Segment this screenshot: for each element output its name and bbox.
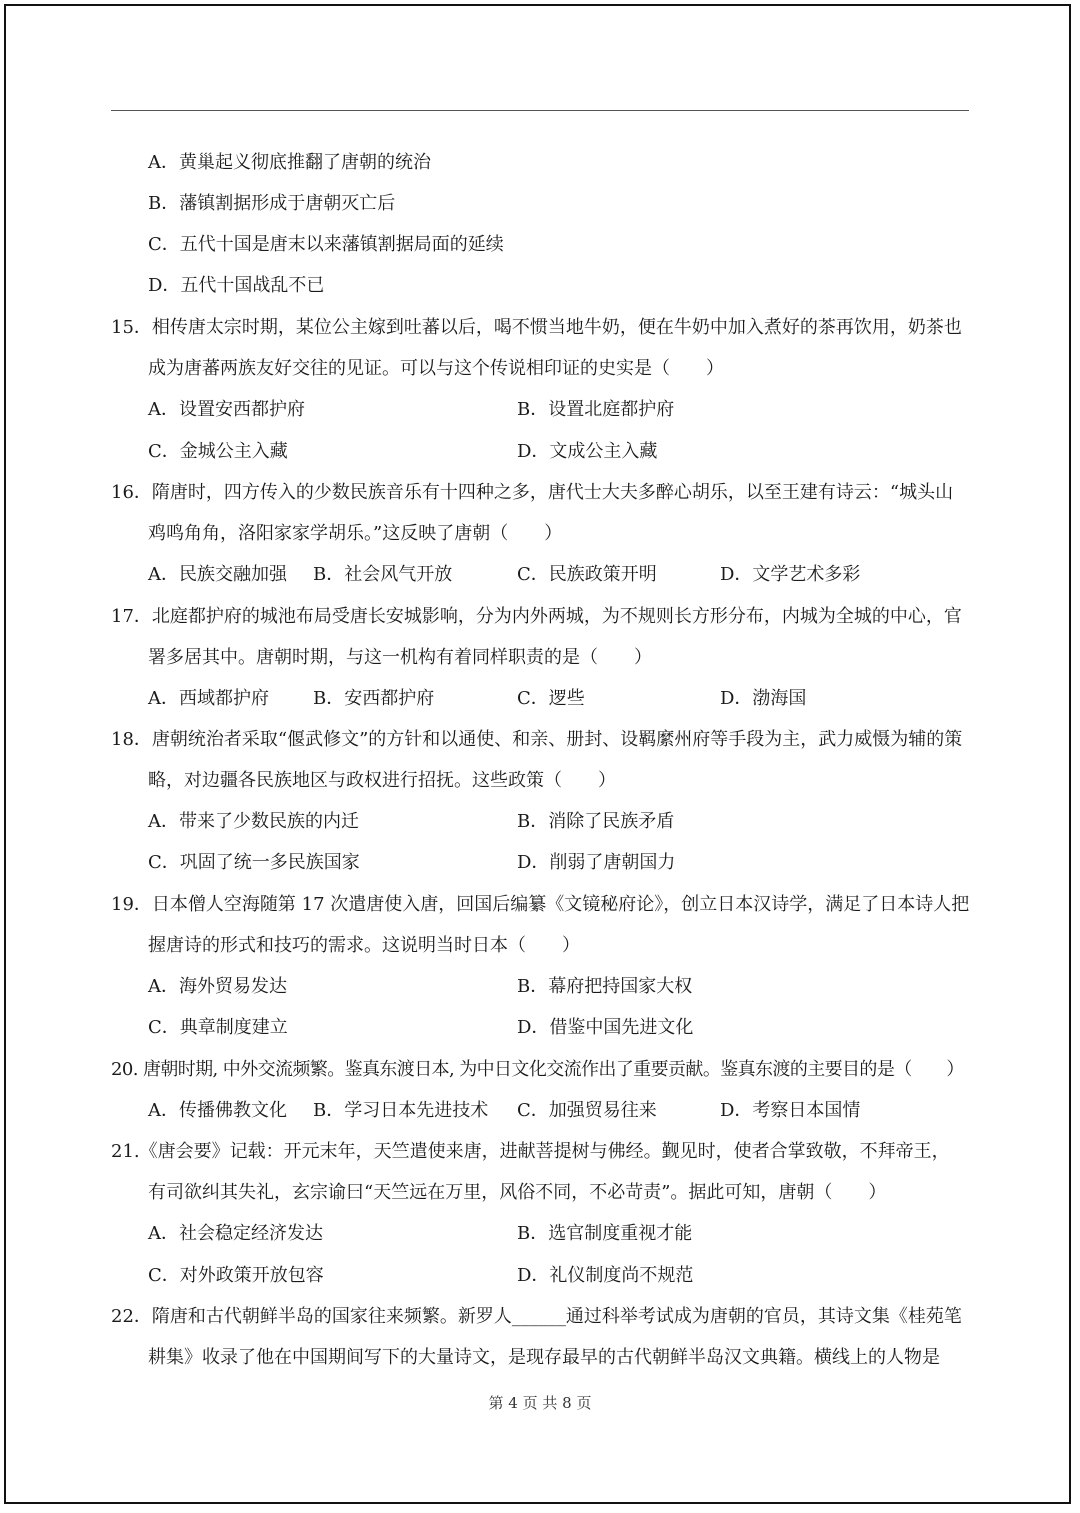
q14-option-d: D．五代十国战乱不已 bbox=[148, 275, 325, 296]
q19-option-d: D．借鉴中国先进文化 bbox=[517, 1017, 694, 1038]
q19-option-a: A．海外贸易发达 bbox=[148, 976, 287, 997]
q18-option-d: D．削弱了唐朝国力 bbox=[517, 852, 676, 873]
q17-option-c: C．逻些 bbox=[517, 688, 585, 709]
q18-stem-line1: 18．唐朝统治者采取“偃武修文”的方针和以通使、和亲、册封、设羁縻州府等手段为主，武力威慑为辅的策 bbox=[111, 729, 963, 750]
q14-option-c: C．五代十国是唐末以来藩镇割据局面的延续 bbox=[148, 234, 504, 255]
q15-option-a: A．设置安西都护府 bbox=[148, 399, 305, 420]
q18-stem-line2: 略，对边疆各民族地区与政权进行招抚。这些政策（ ） bbox=[148, 770, 616, 791]
q18-option-b: B．消除了民族矛盾 bbox=[517, 811, 675, 832]
q21-option-d: D．礼仪制度尚不规范 bbox=[517, 1265, 694, 1286]
q22-stem-line1: 22．隋唐和古代朝鲜半岛的国家往来频繁。新罗人______通过科举考试成为唐朝的官员，其诗文集《桂苑笔 bbox=[111, 1306, 962, 1327]
q17-option-b: B．安西都护府 bbox=[313, 688, 435, 709]
q15-option-b: B．设置北庭都护府 bbox=[517, 399, 675, 420]
q20-option-a: A．传播佛教文化 bbox=[148, 1100, 287, 1121]
page-number: 第 4 页 共 8 页 bbox=[488, 1394, 592, 1412]
q17-option-d: D．渤海国 bbox=[720, 688, 807, 709]
q21-option-c: C．对外政策开放包容 bbox=[148, 1265, 324, 1286]
q17-option-a: A．西域都护府 bbox=[148, 688, 269, 709]
q18-option-c: C．巩固了统一多民族国家 bbox=[148, 852, 360, 873]
q20-option-d: D．考察日本国情 bbox=[720, 1100, 861, 1121]
q14-option-a: A．黄巢起义彻底推翻了唐朝的统治 bbox=[148, 152, 431, 173]
q16-option-d: D．文学艺术多彩 bbox=[720, 564, 861, 585]
q16-option-c: C．民族政策开明 bbox=[517, 564, 657, 585]
q21-option-a: A．社会稳定经济发达 bbox=[148, 1223, 323, 1244]
q19-option-b: B．幕府把持国家大权 bbox=[517, 976, 693, 997]
q20-option-c: C．加强贸易往来 bbox=[517, 1100, 657, 1121]
q16-option-a: A．民族交融加强 bbox=[148, 564, 287, 585]
q16-option-b: B．社会风气开放 bbox=[313, 564, 453, 585]
q15-option-d: D．文成公主入藏 bbox=[517, 441, 658, 462]
q16-stem-line2: 鸡鸣角角，洛阳家家学胡乐。”这反映了唐朝（ ） bbox=[148, 523, 563, 544]
q17-stem-line1: 17．北庭都护府的城池布局受唐长安城影响，分为内外两城，为不规则长方形分布，内城为全城的中心，官 bbox=[111, 606, 962, 627]
q22-stem-line2: 耕集》收录了他在中国期间写下的大量诗文，是现存最早的古代朝鲜半岛汉文典籍。横线上的人物是 bbox=[148, 1347, 940, 1368]
q17-stem-line2: 署多居其中。唐朝时期，与这一机构有着同样职责的是（ ） bbox=[148, 647, 652, 668]
q21-option-b: B．选官制度重视才能 bbox=[517, 1223, 693, 1244]
q15-stem-line2: 成为唐蕃两族友好交往的见证。可以与这个传说相印证的史实是（ ） bbox=[148, 358, 724, 379]
q18-option-a: A．带来了少数民族的内迁 bbox=[148, 811, 359, 832]
q19-stem-line2: 握唐诗的形式和技巧的需求。这说明当时日本（ ） bbox=[148, 935, 580, 956]
q15-option-c: C．金城公主入藏 bbox=[148, 441, 288, 462]
q20-option-b: B．学习日本先进技术 bbox=[313, 1100, 489, 1121]
q14-option-b: B．藩镇割据形成于唐朝灭亡后 bbox=[148, 193, 396, 214]
q19-option-c: C．典章制度建立 bbox=[148, 1017, 288, 1038]
q20-stem-line1: 20. 唐朝时期, 中外交流频繁。鉴真东渡日本, 为中日文化交流作出了重要贡献。鉴真东渡的主要目的是（ ） bbox=[111, 1059, 964, 1080]
q19-stem-line1: 19．日本僧人空海随第 17 次遣唐使入唐，回国后编纂《文镜秘府论》，创立日本汉诗学，满足了日本诗人把 bbox=[111, 894, 970, 915]
q21-stem-line2: 有司欲纠其失礼，玄宗谕曰“天竺远在万里，风俗不同，不必苛责”。据此可知，唐朝（ ） bbox=[148, 1182, 887, 1203]
q15-stem-line1: 15．相传唐太宗时期，某位公主嫁到吐蕃以后，喝不惯当地牛奶，便在牛奶中加入煮好的茶再饮用，奶茶也 bbox=[111, 317, 962, 338]
q21-stem-line1: 21.《唐会要》记载：开元末年，天竺遣使来唐，进献菩提树与佛经。觐见时，使者合掌致敬，不拜帝王， bbox=[111, 1141, 950, 1162]
header-rule bbox=[111, 110, 969, 111]
q16-stem-line1: 16．隋唐时，四方传入的少数民族音乐有十四种之多，唐代士大夫多醉心胡乐，以至王建有诗云：“城头山 bbox=[111, 482, 954, 503]
